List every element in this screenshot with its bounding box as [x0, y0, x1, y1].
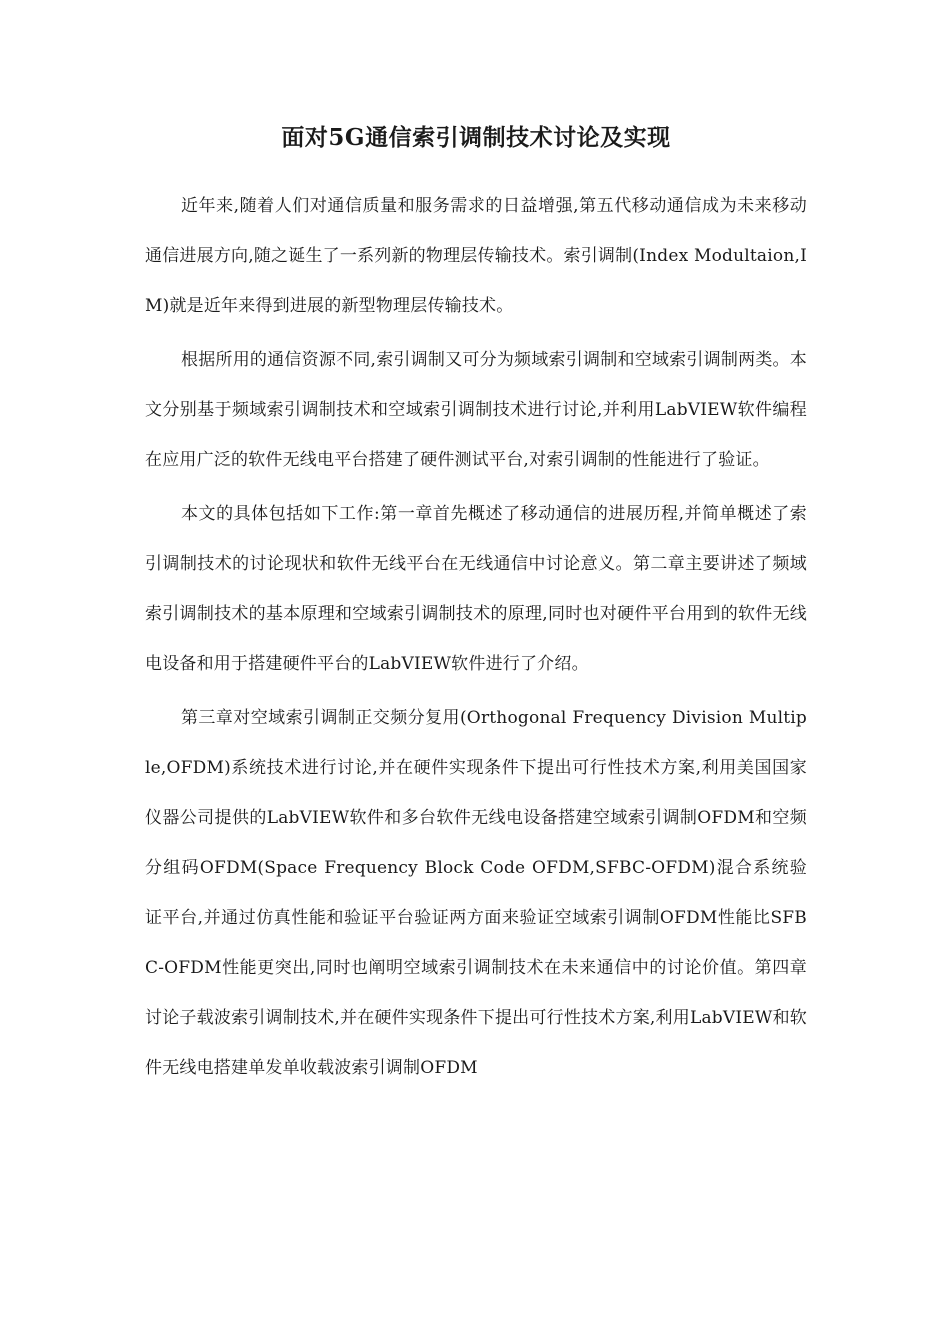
- paragraph-1: 近年来,随着人们对通信质量和服务需求的日益增强,第五代移动通信成为未来移动通信进展方向,随之诞生了一系列新的物理层传输技术。索引调制(Index Modultaion,IM)就是近年来得到进展的新型物理层传输技术。: [145, 196, 807, 316]
- document-title: 面对5G通信索引调制技术讨论及实现: [281, 124, 671, 151]
- paragraph-3: 本文的具体包括如下工作:第一章首先概述了移动通信的进展历程,并简单概述了索引调制技术的讨论现状和软件无线平台在无线通信中讨论意义。第二章主要讲述了频域索引调制技术的基本原理和空域索引调制技术的原理,同时也对硬件平台用到的软件无线电设备和用于搭建硬件平台的LabVIEW软件进行了介绍。: [145, 504, 807, 674]
- document-page: [145, 118, 807, 1097]
- paragraph-2: 根据所用的通信资源不同,索引调制又可分为频域索引调制和空域索引调制两类。本文分别基于频域索引调制技术和空域索引调制技术进行讨论,并利用LabVIEW软件编程在应用广泛的软件无线电平台搭建了硬件测试平台,对索引调制的性能进行了验证。: [145, 350, 807, 470]
- paragraph-4: 第三章对空域索引调制正交频分复用(Orthogonal Frequency Division Multiple,OFDM)系统技术进行讨论,并在硬件实现条件下提出可行性技术方案,利用美国国家仪器公司提供的LabVIEW软件和多台软件无线电设备搭建空域索引调制OFDM和空频分组码OFDM(Space Frequency Block Code OFDM,SFBC-OFDM)混合系统验证平台,并通过仿真性能和验证平台验证两方面来验证空域索引调制OFDM性能比SFBC-OFDM性能更突出,同时也阐明空域索引调制技术在未来通信中的讨论价值。第四章讨论子载波索引调制技术,并在硬件实现条件下提出可行性技术方案,利用LabVIEW和软件无线电搭建单发单收载波索引调制OFDM: [145, 708, 807, 1078]
